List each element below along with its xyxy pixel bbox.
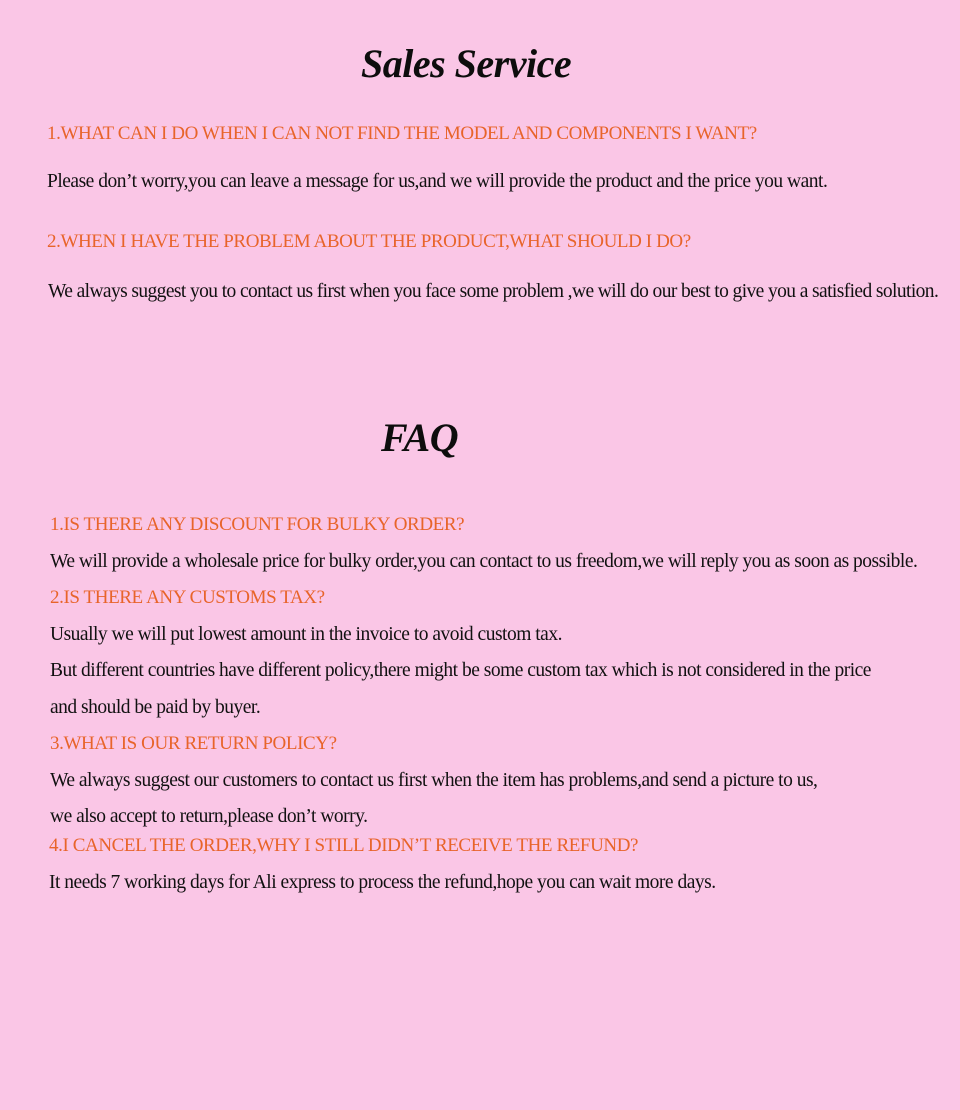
faq-answer-1-line-1: We will provide a wholesale price for bulky order,you can contact to us freedom,we will reply you as soon as possible. bbox=[50, 551, 918, 572]
sales-service-title: Sales Service bbox=[361, 41, 572, 86]
sales-answer-1: Please don’t worry,you can leave a message for us,and we will provide the product and the price you want. bbox=[47, 171, 828, 192]
faq-answer-2-line-2: But different countries have different policy,there might be some custom tax which is not considered in the price bbox=[50, 660, 871, 681]
sales-question-2: 2.WHEN I HAVE THE PROBLEM ABOUT THE PRODUCT,WHAT SHOULD I DO? bbox=[47, 231, 691, 252]
faq-answer-2-line-3: and should be paid by buyer. bbox=[50, 697, 261, 718]
faq-answer-3-line-1: We always suggest our customers to contact us first when the item has problems,and send a picture to us, bbox=[50, 770, 818, 791]
faq-question-2: 2.IS THERE ANY CUSTOMS TAX? bbox=[50, 587, 325, 608]
faq-question-4: 4.I CANCEL THE ORDER,WHY I STILL DIDN’T RECEIVE THE REFUND? bbox=[49, 835, 639, 856]
faq-answer-3-line-2: we also accept to return,please don’t worry. bbox=[50, 806, 368, 827]
faq-answer-4-line-1: It needs 7 working days for Ali express to process the refund,hope you can wait more days. bbox=[49, 872, 716, 893]
sales-answer-2: We always suggest you to contact us first when you face some problem ,we will do our best to give you a satisfied solution. bbox=[48, 281, 939, 302]
faq-question-3: 3.WHAT IS OUR RETURN POLICY? bbox=[50, 733, 337, 754]
sales-question-1: 1.WHAT CAN I DO WHEN I CAN NOT FIND THE MODEL AND COMPONENTS I WANT? bbox=[47, 123, 757, 144]
faq-answer-2-line-1: Usually we will put lowest amount in the invoice to avoid custom tax. bbox=[50, 624, 562, 645]
faq-title: FAQ bbox=[381, 415, 459, 460]
faq-question-1: 1.IS THERE ANY DISCOUNT FOR BULKY ORDER? bbox=[50, 514, 465, 535]
